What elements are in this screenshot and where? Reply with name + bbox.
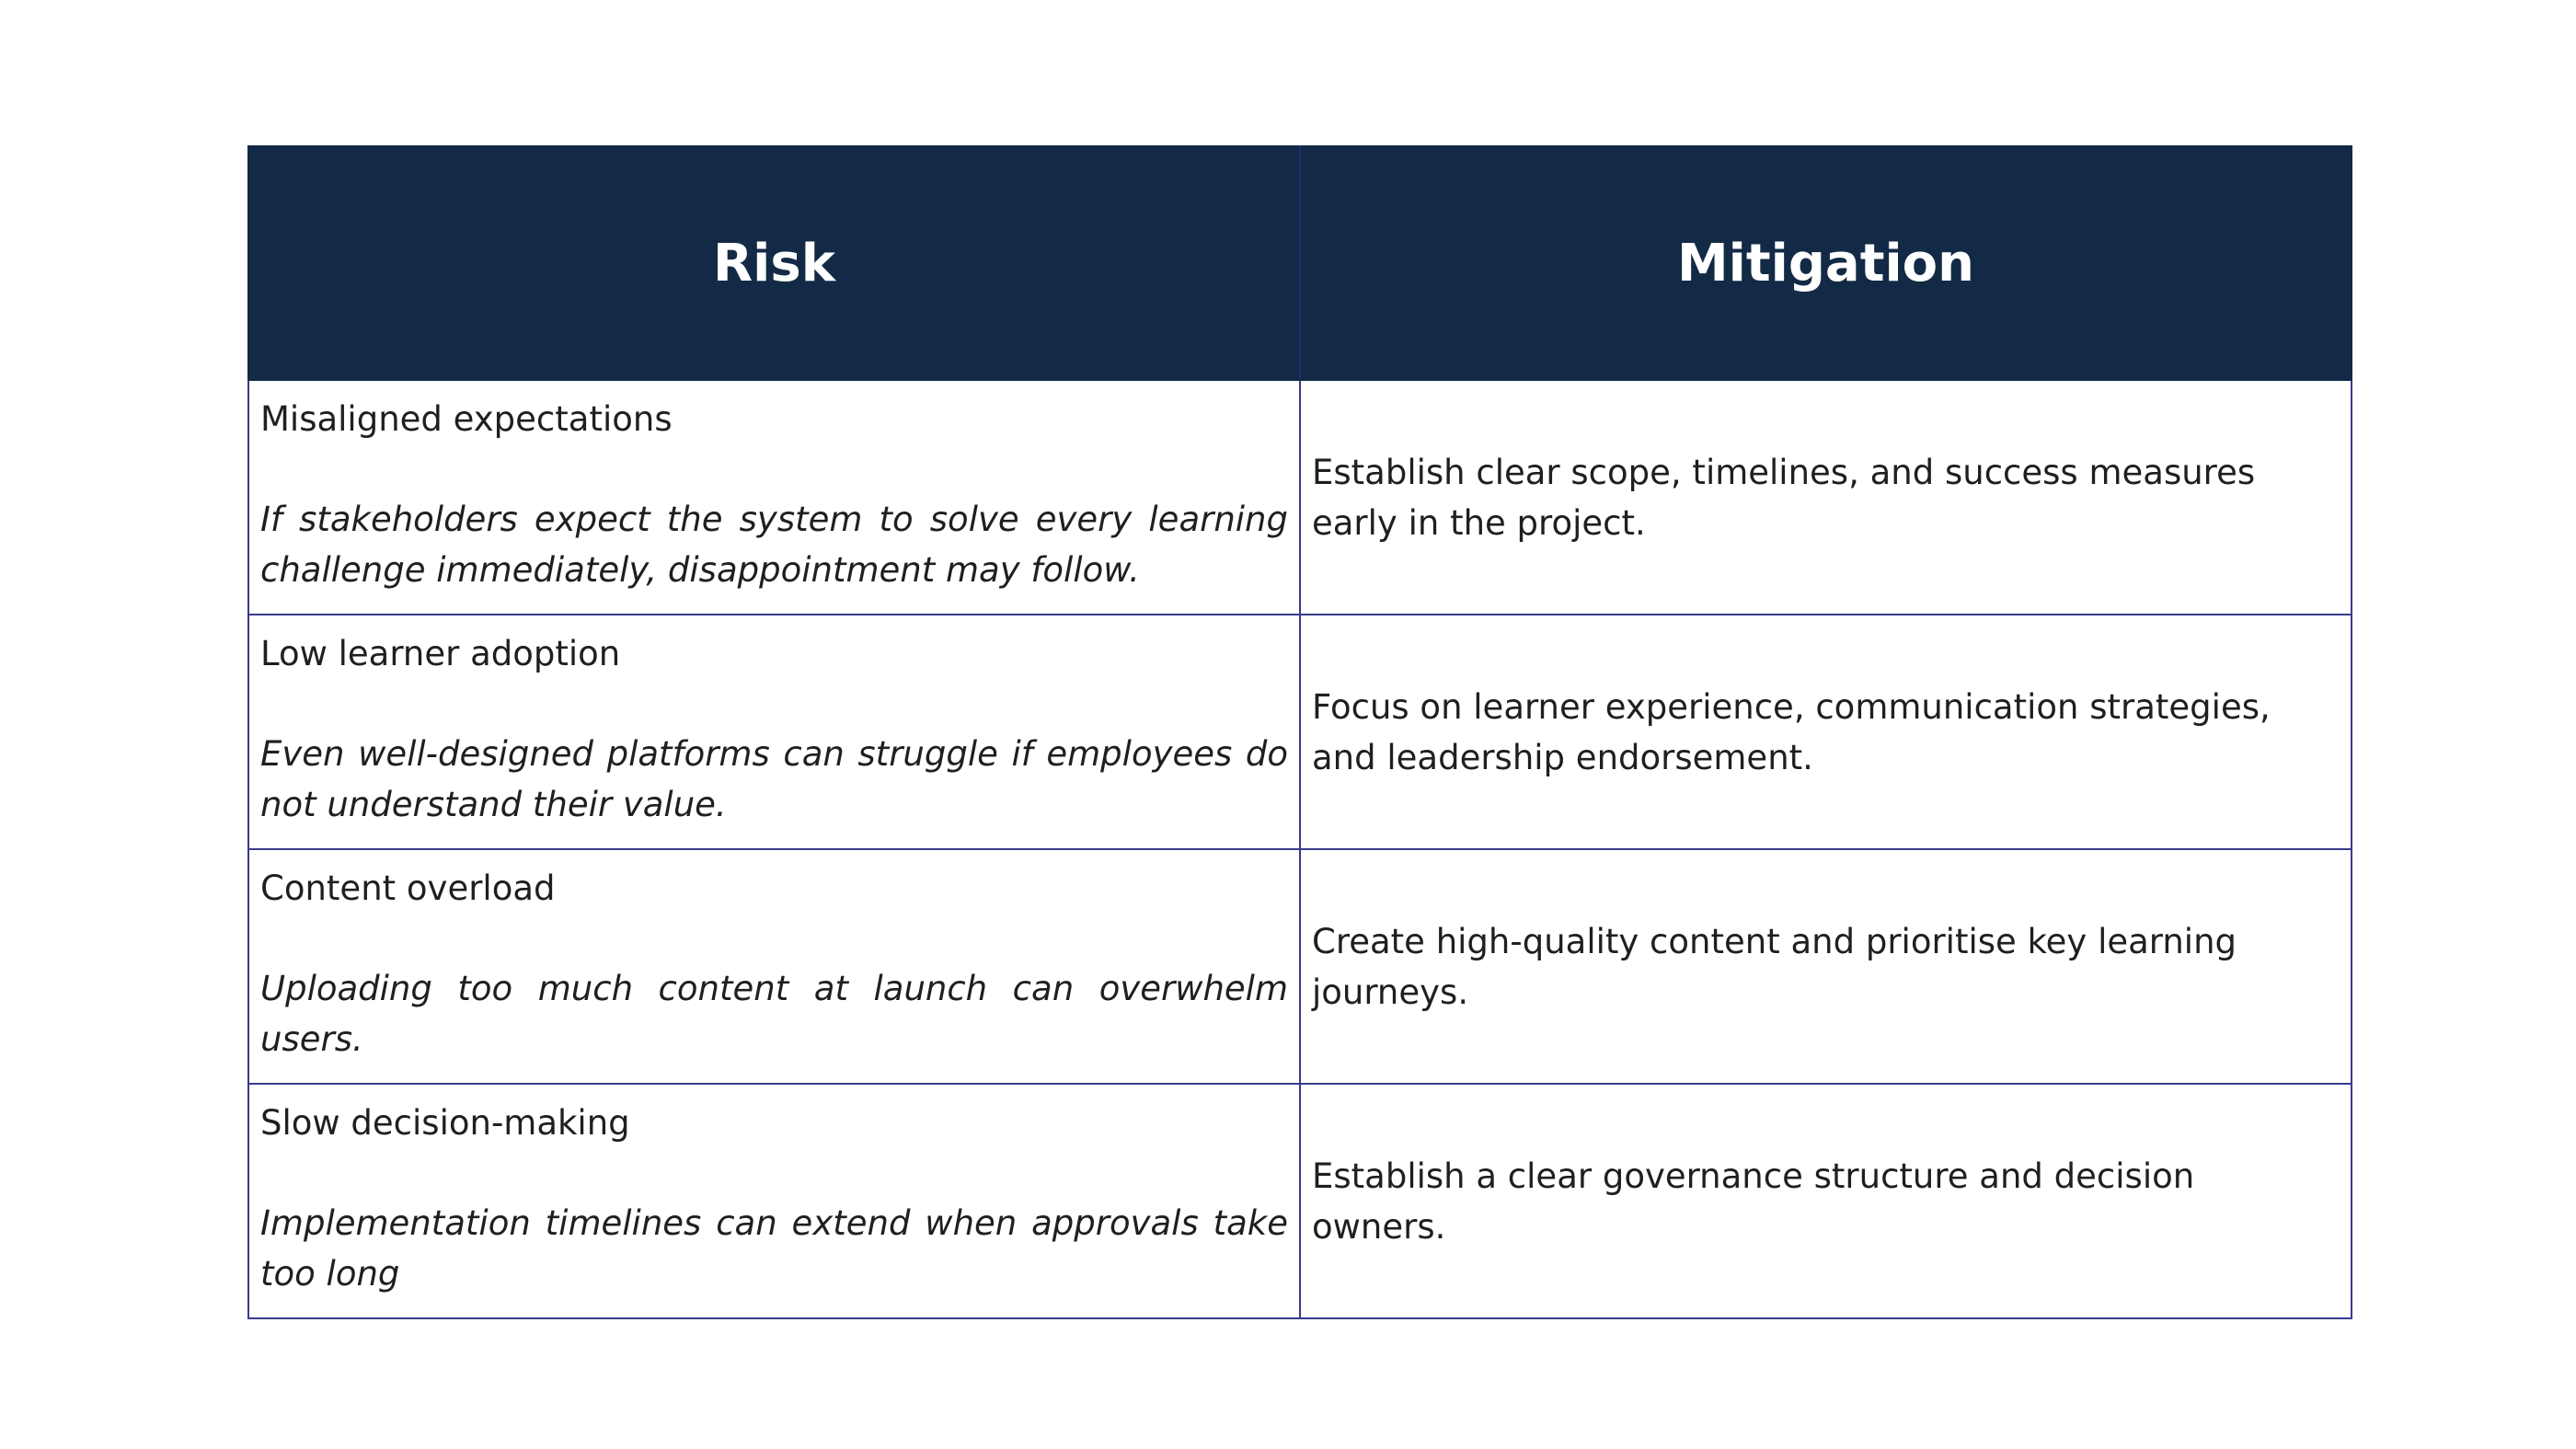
risk-column-header: Risk	[248, 146, 1300, 380]
mitigation-cell	[1300, 849, 2352, 1084]
risk-description: Uploading too much content at launch can overwhelm users.	[260, 969, 1288, 1059]
risk-description: Implementation timelines can extend when approvals take too long	[260, 1203, 1288, 1294]
mitigation-text: Establish a clear governance structure and decision owners.	[1312, 1156, 2195, 1247]
risk-cell	[248, 849, 1300, 1084]
risk-description: If stakeholders expect the system to solve every learning challenge immediately, disappointment may follow.	[260, 500, 1288, 590]
risk-mitigation-table	[247, 145, 2352, 1319]
mitigation-cell	[1300, 380, 2352, 615]
mitigation-cell	[1300, 1084, 2352, 1318]
table-row	[248, 615, 2352, 849]
risk-description: Even well-designed platforms can struggle if employees do not understand their value.	[260, 734, 1288, 824]
table-row	[248, 849, 2352, 1084]
table-row	[248, 380, 2352, 615]
risk-cell	[248, 380, 1300, 615]
mitigation-text: Establish clear scope, timelines, and success measures early in the project.	[1312, 452, 2256, 543]
risk-title: Low learner adoption	[260, 634, 621, 673]
mitigation-column-header: Mitigation	[1300, 146, 2352, 380]
risk-cell	[248, 615, 1300, 849]
table-header	[248, 146, 2352, 380]
table-row	[248, 1084, 2352, 1318]
risk-title: Misaligned expectations	[260, 399, 673, 439]
mitigation-text: Create high-quality content and prioritise key learning journeys.	[1312, 921, 2237, 1012]
risk-title: Content overload	[260, 868, 556, 908]
mitigation-text: Focus on learner experience, communication strategies, and leadership endorsement.	[1312, 686, 2271, 777]
table-body	[248, 380, 2352, 1318]
risk-cell	[248, 1084, 1300, 1318]
risk-title: Slow decision-making	[260, 1103, 630, 1143]
header-row	[248, 146, 2352, 380]
mitigation-cell	[1300, 615, 2352, 849]
